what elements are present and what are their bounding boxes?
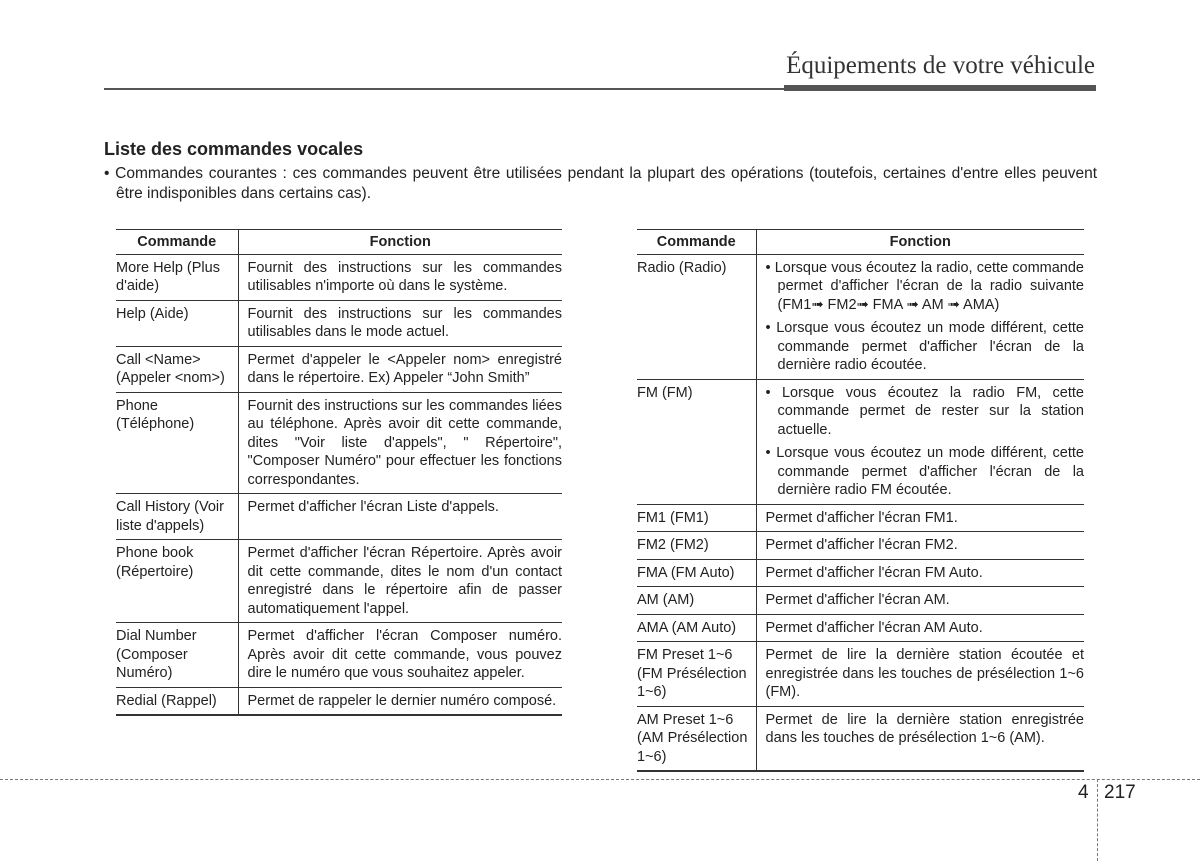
command-cell: Dial Number (Composer Numéro) <box>116 623 238 688</box>
function-cell: Permet d'afficher l'écran AM Auto. <box>756 614 1084 642</box>
function-cell: Permet d'afficher l'écran FM Auto. <box>756 559 1084 587</box>
table-row <box>116 254 562 300</box>
table-row <box>637 706 1084 771</box>
table-row <box>116 300 562 346</box>
voice-commands-table-right <box>637 229 1084 772</box>
column-header-function: Fonction <box>238 230 562 255</box>
column-header-command: Commande <box>637 230 756 255</box>
command-cell: FM1 (FM1) <box>637 504 756 532</box>
function-cell: Permet de lire la dernière station enregistrée dans les touches de présélection 1~6 (AM). <box>756 706 1084 771</box>
bullet-item: • Lorsque vous écoutez la radio FM, cette commande permet de rester sur la station actuelle. <box>765 384 1084 438</box>
command-cell: AM (AM) <box>637 587 756 615</box>
function-cell: Permet d'afficher l'écran FM2. <box>756 532 1084 560</box>
bullet-item: • Lorsque vous écoutez un mode différent, cette commande permet d'afficher l'écran de la dernière radio écoutée. <box>765 320 1084 373</box>
bullet-item: • Lorsque vous écoutez un mode différent, cette commande permet d'afficher l'écran de la dernière radio FM écoutée. <box>765 445 1084 498</box>
section-title: Liste des commandes vocales <box>104 139 364 159</box>
function-cell <box>756 254 1084 379</box>
table-row <box>116 687 562 715</box>
function-cell: Permet d'afficher l'écran FM1. <box>756 504 1084 532</box>
table-row <box>637 379 1084 504</box>
function-cell: Fournit des instructions sur les commandes utilisables n'importe où dans le système. <box>238 254 562 300</box>
footer-dashed-rule <box>0 779 1200 780</box>
command-cell: Phone (Téléphone) <box>116 392 238 494</box>
command-cell: FMA (FM Auto) <box>637 559 756 587</box>
bullet-item: • Lorsque vous écoutez la radio, cette commande permet d'afficher l'écran de la radio suivante (FM1➟ FM2➟ FMA ➟ AM ➟ AMA) <box>765 259 1084 313</box>
voice-commands-table-left <box>116 229 562 716</box>
chapter-number: 4 <box>1078 782 1089 803</box>
table-row <box>637 587 1084 615</box>
table-row <box>637 642 1084 707</box>
command-cell: Redial (Rappel) <box>116 687 238 715</box>
function-cell: Permet d'appeler le <Appeler nom> enregistré dans le répertoire. Ex) Appeler “John Smith” <box>238 346 562 392</box>
table-row <box>637 614 1084 642</box>
command-cell: Phone book (Répertoire) <box>116 540 238 623</box>
function-cell: Permet d'afficher l'écran Composer numéro. Après avoir dit cette commande, vous pouvez dire le numéro que vous souhaitez appeler. <box>238 623 562 688</box>
function-cell: Permet de lire la dernière station écoutée et enregistrée dans les touches de présélection 1~6 (FM). <box>756 642 1084 707</box>
command-cell: Call History (Voir liste d'appels) <box>116 494 238 540</box>
table-row <box>637 254 1084 379</box>
table-row <box>116 623 562 688</box>
table-row <box>116 392 562 494</box>
intro-text: • Commandes courantes : ces commandes peuvent être utilisées pendant la plupart des opérations (toutefois, certaines d'entre elles peuvent être indisponibles dans certains cas). <box>104 165 1097 202</box>
page-header-title: Équipements de votre véhicule <box>786 52 1095 79</box>
command-cell: Radio (Radio) <box>637 254 756 379</box>
command-cell: FM (FM) <box>637 379 756 504</box>
header-rule-accent <box>784 85 1096 91</box>
function-cell: Fournit des instructions sur les commandes liées au téléphone. Après avoir dit cette commande, dites "Voir liste d'appels", " Répertoire", "Composer Numéro" pour effectuer les fonctions correspondantes. <box>238 392 562 494</box>
header-rule <box>104 88 784 90</box>
intro-paragraph <box>104 164 1097 204</box>
table-row <box>116 494 562 540</box>
command-cell: Call <Name> (Appeler <nom>) <box>116 346 238 392</box>
function-cell: Permet d'afficher l'écran AM. <box>756 587 1084 615</box>
table-row <box>637 532 1084 560</box>
column-header-command: Commande <box>116 230 238 255</box>
table-row <box>116 346 562 392</box>
footer-dashed-divider <box>1097 779 1098 861</box>
table-row <box>116 540 562 623</box>
function-cell: Fournit des instructions sur les commandes utilisables dans le mode actuel. <box>238 300 562 346</box>
function-cell: Permet de rappeler le dernier numéro composé. <box>238 687 562 715</box>
function-cell: Permet d'afficher l'écran Répertoire. Après avoir dit cette commande, dites le nom d'un contact enregistré dans le répertoire afin de passer automatiquement l'appel. <box>238 540 562 623</box>
function-cell: Permet d'afficher l'écran Liste d'appels. <box>238 494 562 540</box>
column-header-function: Fonction <box>756 230 1084 255</box>
command-cell: Help (Aide) <box>116 300 238 346</box>
command-cell: More Help (Plus d'aide) <box>116 254 238 300</box>
table-row <box>637 504 1084 532</box>
command-cell: FM Preset 1~6 (FM Présélection 1~6) <box>637 642 756 707</box>
command-cell: AM Preset 1~6 (AM Présélection 1~6) <box>637 706 756 771</box>
function-cell <box>756 379 1084 504</box>
command-cell: AMA (AM Auto) <box>637 614 756 642</box>
page-number: 217 <box>1104 782 1136 803</box>
command-cell: FM2 (FM2) <box>637 532 756 560</box>
table-row <box>637 559 1084 587</box>
